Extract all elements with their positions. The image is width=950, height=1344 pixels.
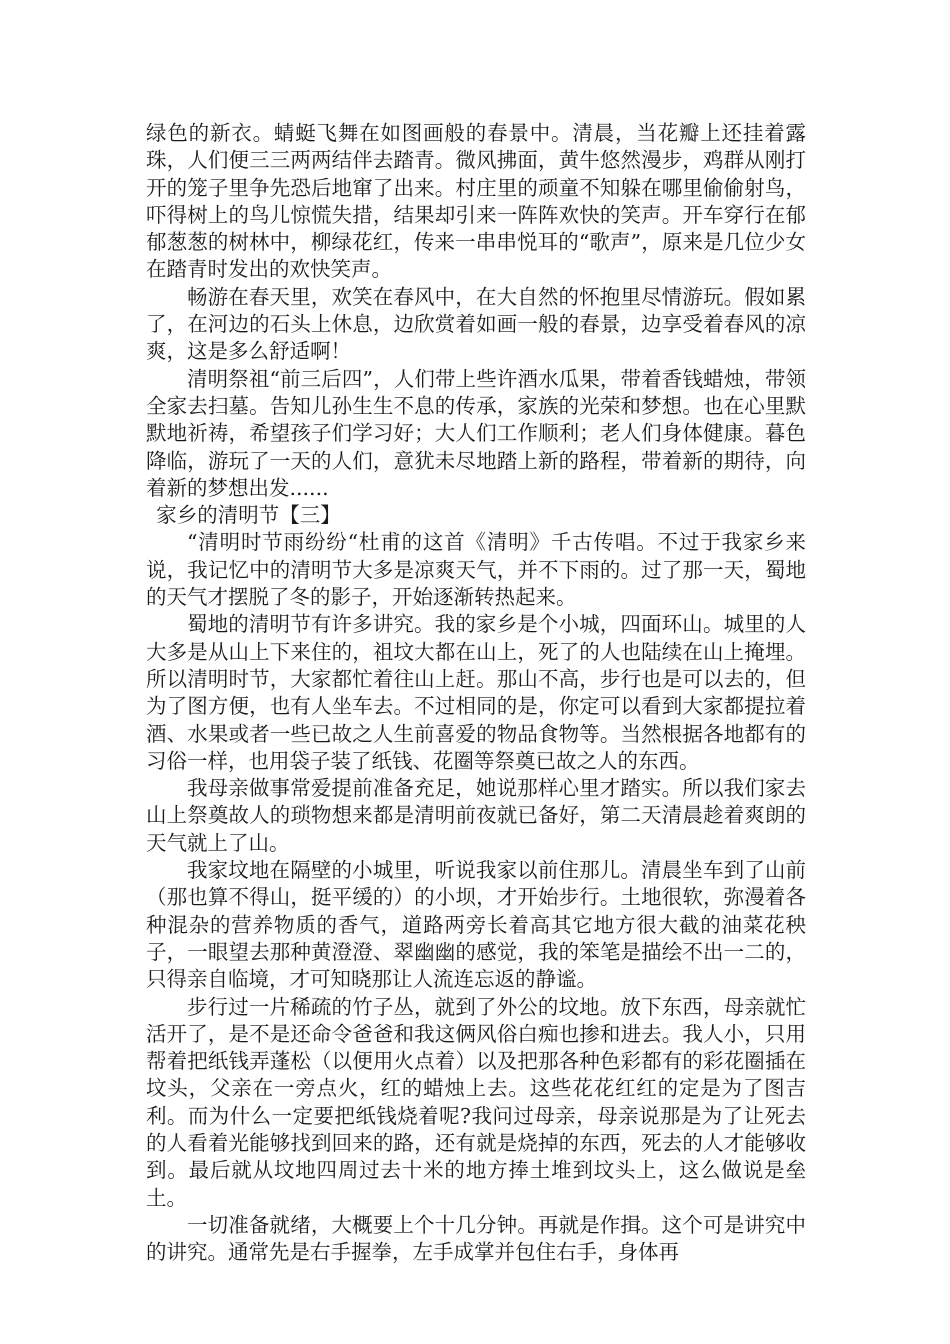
document-page	[146, 120, 806, 1266]
paragraph-4: “清明时节雨纷纷“杜甫的这首《清明》千古传唱。不过于我家乡来说，我记忆中的清明节大多是凉爽天气，并不下雨的。过了那一天，蜀地的天气才摆脱了冬的影子，开始逐渐转热起来。	[146, 530, 806, 610]
paragraph-9: 一切准备就绪，大概要上个十几分钟。再就是作揖。这个可是讲究中的讲究。通常先是右手握拳，左手成掌并包住右手，身体再	[146, 1212, 806, 1265]
paragraph-6: 我母亲做事常爱提前准备充足，她说那样心里才踏实。所以我们家去山上祭奠故人的琐物想来都是清明前夜就已备好，第二天清晨趁着爽朗的天气就上了山。	[146, 776, 806, 855]
paragraph-2: 畅游在春天里，欢笑在春风中，在大自然的怀抱里尽情游玩。假如累了，在河边的石头上休息，边欣赏着如画一般的春景，边享受着春风的凉爽，这是多么舒适啊！	[146, 284, 806, 364]
paragraph-1: 绿色的新衣。蜻蜓飞舞在如图画般的春景中。清晨，当花瓣上还挂着露珠，人们便三三两两结伴去踏青。微风拂面，黄牛悠然漫步，鸡群从刚打开的笼子里争先恐后地窜了出来。村庄里的顽童不知躲在哪里偷偷射鸟，吓得树上的鸟儿惊慌失措，结果却引来一阵阵欢快的笑声。开车穿行在郁郁葱葱的树林中，柳绿花红，传来一串串悦耳的“歌声”，原来是几位少女在踏青时发出的欢快笑声。	[146, 121, 806, 282]
paragraph-3: 清明祭祖“前三后四”，人们带上些许酒水瓜果，带着香钱蜡烛，带领全家去扫墓。告知儿孙生生不息的传承，家族的光荣和梦想。也在心里默默地祈祷，希望孩子们学习好；大人们工作顺利；老人们身体健康。暮色降临，游玩了一天的人们，意犹未尽地踏上新的路程，带着新的期待，向着新的梦想出发......	[146, 366, 806, 500]
paragraph-5: 蜀地的清明节有许多讲究。我的家乡是个小城，四面环山。城里的人大多是从山上下来住的，祖坟大都在山上，死了的人也陆续在山上掩埋。所以清明时节，大家都忙着往山上赶。那山不高，步行也是可以去的，但为了图方便，也有人坐车去。不过相同的是，你定可以看到大家都提拉着酒、水果或者一些已故之人生前喜爱的物品食物等。当然根据各地都有的习俗一样，也用袋子装了纸钱、花圈等祭奠已故之人的东西。	[146, 612, 806, 773]
paragraph-8: 步行过一片稀疏的竹子丛，就到了外公的坟地。放下东西，母亲就忙活开了，是不是还命令爸爸和我这俩风俗白痴也掺和进去。我人小，只用帮着把纸钱弄蓬松（以便用火点着）以及把那各种色彩都有的彩花圈插在坟头，父亲在一旁点火，红的蜡烛上去。这些花花红红的定是为了图吉利。而为什么一定要把纸钱烧着呢?我问过母亲，母亲说那是为了让死去的人看着光能够找到回来的路，还有就是烧掉的东西，死去的人才能够收到。最后就从坟地四周过去十米的地方捧土堆到坟头上，这么做说是垒土。	[146, 994, 806, 1210]
section-heading: 家乡的清明节【三】	[156, 503, 341, 528]
paragraph-7: 我家坟地在隔壁的小城里，听说我家以前住那儿。清晨坐车到了山前（那也算不得山，挺平缓的）的小坝，才开始步行。土地很软，弥漫着各种混杂的营养物质的香气，道路两旁长着高其它地方很大截的油菜花秧子，一眼望去那种黄澄澄、翠幽幽的感觉，我的笨笔是描绘不出一二的，只得亲自临境，才可知晓那让人流连忘返的静谧。	[146, 858, 806, 992]
